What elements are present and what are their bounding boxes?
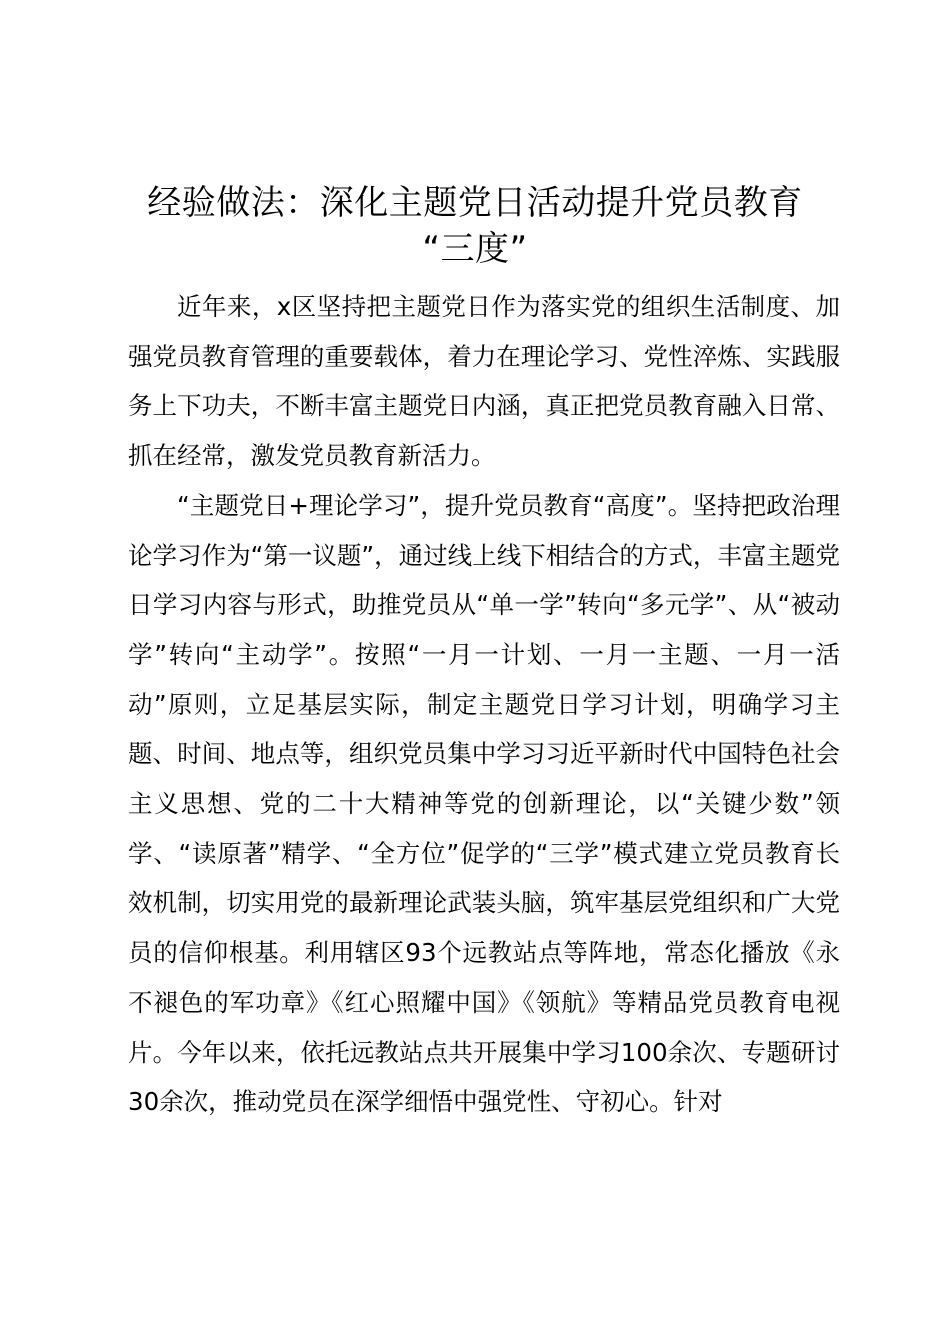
document-body <box>128 282 840 1127</box>
title-line-1: 经验做法：深化主题党日活动提升党员教育 <box>147 183 803 223</box>
document-title <box>80 180 870 272</box>
paragraph-intro: 近年来，x区坚持把主题党日作为落实党的组织生活制度、加强党员教育管理的重要载体，着力在理论学习、党性淬炼、实践服务上下功夫，不断丰富主题党日内涵，真正把党员教育融入日常、抓在经常，激发党员教育新活力。 <box>128 292 840 471</box>
paragraph-theory-study: “主题党日+理论学习”，提升党员教育“高度”。坚持把政治理论学习作为“第一议题”，通过线上线下相结合的方式，丰富主题党日学习内容与形式，助推党员从“单一学”转向“多元学”、从“被动学”转向“主动学”。按照“一月一计划、一月一主题、一月一活动”原则，立足基层实际，制定主题党日学习计划，明确学习主题、时间、地点等，组织党员集中学习习近平新时代中国特色社会主义思想、党的二十大精神等党的创新理论，以“关键少数”领学、“读原著”精学、“全方位”促学的“三学”模式建立党员教育长效机制，切实用党的最新理论武装头脑，筑牢基层党组织和广大党员的信仰根基。利用辖区93个远教站点等阵地，常态化播放《永不褪色的军功章》《红心照耀中国》《领航》等精品党员教育电视片。今年以来，依托远教站点共开展集中学习100余次、专题研讨30余次，推动党员在深学细悟中强党性、守初心。针对 <box>128 490 840 1117</box>
title-line-2: “三度” <box>422 229 528 269</box>
